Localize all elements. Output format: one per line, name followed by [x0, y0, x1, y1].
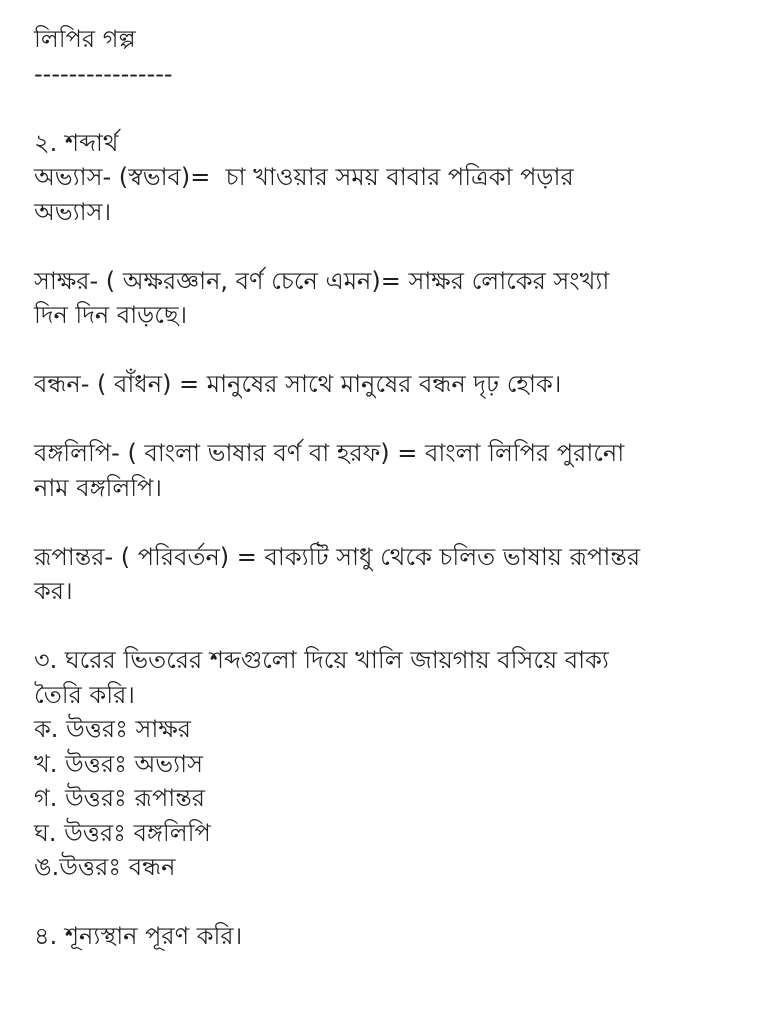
definition-line: নাম বঙ্গলিপি। [34, 473, 163, 502]
answer-line: গ. উত্তরঃ রূপান্তর [34, 784, 205, 812]
definition-line: অভ্যাস। [34, 197, 112, 226]
document-title: লিপির গল্প [34, 25, 136, 53]
definition-line: অভ্যাস- (স্বভাব)= চা খাওয়ার সময় বাবার পত্রিকা পড়ার [34, 163, 574, 191]
spacer [34, 229, 734, 264]
spacer [34, 333, 734, 368]
spacer [34, 402, 734, 437]
answer-line: খ. উত্তরঃ অভ্যাস [34, 749, 203, 778]
answer-line: ঘ. উত্তরঃ বঙ্গলিপি [34, 818, 211, 847]
section-4-heading: ৪. শূন্যস্থান পূরণ করি। [34, 922, 243, 950]
definition-line: রূপান্তর- ( পরিবর্তন) = বাক্যটি সাধু থেকে চলিত ভাষায় রূপান্তর [34, 542, 641, 571]
definition-line: সাক্ষর- ( অক্ষরজ্ঞান, বর্ণ চেনে এমন)= সাক্ষর লোকের সংখ্যা [34, 266, 610, 295]
answer-line: ঙ.উত্তরঃ বন্ধন [34, 853, 176, 881]
definition-line: বন্ধন- ( বাঁধন) = মানুষের সাথে মানুষের বন্ধন দৃঢ় হোক। [34, 370, 562, 398]
answer-line: ক. উত্তরঃ সাক্ষর [34, 715, 191, 743]
section-2-heading: ২. শব্দার্থ [34, 128, 119, 157]
definition-line: দিন দিন বাড়ছে। [34, 301, 188, 329]
section-3-heading: তৈরি করি। [34, 680, 135, 709]
spacer [34, 91, 734, 126]
section-3-heading: ৩. ঘরের ভিতরের শব্দগুলো দিয়ে খালি জায়গায় বসিয়ে বাক্য [34, 646, 609, 674]
spacer [34, 885, 734, 920]
definition-line: কর। [34, 577, 73, 605]
spacer [34, 505, 734, 540]
definition-line: বঙ্গলিপি- ( বাংলা ভাষার বর্ণ বা হরফ) = বাংলা লিপির পুরানো [34, 439, 625, 467]
title-divider: ---------------- [34, 59, 173, 88]
spacer [34, 609, 734, 644]
